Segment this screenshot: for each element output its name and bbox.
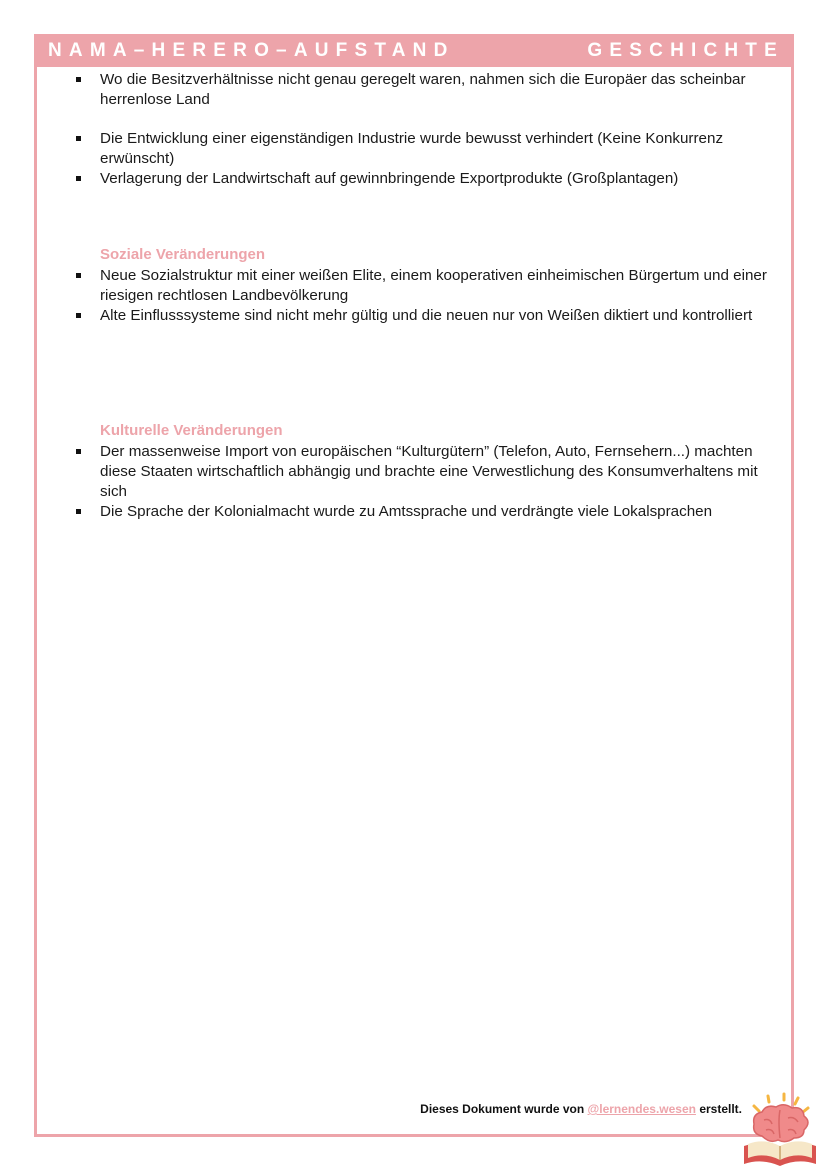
- bullet-icon: [76, 449, 81, 454]
- list-item: [73, 442, 783, 502]
- bullet-icon: [76, 77, 81, 82]
- list-item-text: Neue Sozialstruktur mit einer weißen Elite, einem kooperativen einheimischen Bürgertum und einer riesigen rechtlosen Landbevölkerung: [100, 267, 767, 304]
- header-bar: [34, 34, 794, 67]
- social-heading: Soziale Veränderungen: [100, 246, 266, 263]
- bullet-icon: [76, 176, 81, 181]
- list-item-text: Verlagerung der Landwirtschaft auf gewinnbringende Exportprodukte (Großplantagen): [100, 170, 679, 187]
- page-frame: [34, 34, 794, 1137]
- cultural-list: [73, 442, 783, 522]
- list-item-text: Die Entwicklung einer eigenständigen Industrie wurde bewusst verhindert (Keine Konkurrenz erwünscht): [100, 130, 724, 167]
- cultural-heading: Kulturelle Veränderungen: [100, 422, 283, 439]
- list-item: [73, 502, 783, 522]
- bullet-icon: [76, 313, 81, 318]
- list-item: [73, 169, 783, 189]
- brain-book-icon: [740, 1090, 820, 1168]
- list-item-text: Der massenweise Import von europäischen “Kulturgütern” (Telefon, Auto, Fernsehern...) machten diese Staaten wirtschaftlich abhängig und brachte eine Verwestlichung des Konsumverhaltens mit sich: [100, 443, 758, 500]
- footer-credit: [420, 1102, 742, 1116]
- social-list: [73, 266, 783, 326]
- economic-list-continued: [73, 129, 783, 189]
- list-item-text: Die Sprache der Kolonialmacht wurde zu Amtssprache und verdrängte viele Lokalsprachen: [100, 503, 713, 520]
- subject-label: GESCHICHTE: [587, 40, 784, 61]
- bullet-icon: [76, 273, 81, 278]
- list-item: [73, 129, 783, 169]
- list-item: [73, 70, 783, 110]
- list-item: [73, 306, 783, 326]
- list-item-text: Alte Einflusssysteme sind nicht mehr gültig und die neuen nur von Weißen diktiert und kontrolliert: [100, 307, 753, 324]
- bullet-icon: [76, 136, 81, 141]
- list-item: [73, 266, 783, 306]
- footer-suffix: erstellt.: [699, 1102, 742, 1116]
- list-item-text: Wo die Besitzverhältnisse nicht genau geregelt waren, nahmen sich die Europäer das scheinbar herrenlose Land: [100, 71, 746, 108]
- footer-prefix: Dieses Dokument wurde von: [420, 1102, 585, 1116]
- author-link[interactable]: @lernendes.wesen: [587, 1102, 696, 1116]
- bullet-icon: [76, 509, 81, 514]
- document-title: NAMA–HERERO–AUFSTAND: [48, 40, 455, 61]
- economic-list: [73, 70, 783, 110]
